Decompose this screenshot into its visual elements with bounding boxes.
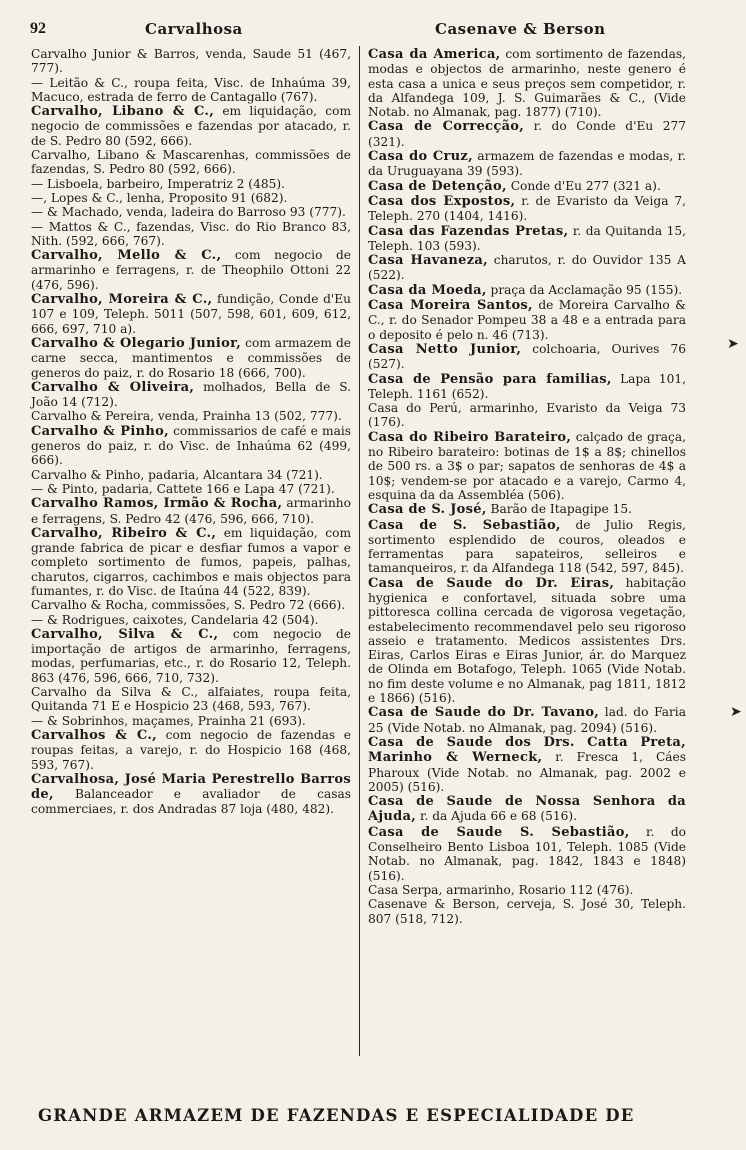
entry-name: Casa de Saude S. Sebastião,	[368, 824, 630, 840]
directory-entry	[368, 342, 686, 372]
entry-text: calçado de graça, no Ribeiro barateiro: botinas de 1$ a 8$; chinellos de 500 rs. a 3$ o par; sapatos de senhoras de 4$ a 10$; vendem-se por atacado e a varejo, Carmo 4, esquina da da Assembléa (506).	[368, 429, 686, 502]
entry-text: Barão de Itapagipe 15.	[486, 502, 632, 517]
directory-entry	[31, 76, 351, 105]
entry-text: — Lisboela, barbeiro, Imperatriz 2 (485).	[31, 176, 285, 191]
directory-entry	[368, 883, 686, 897]
entry-text: r. da Ajuda 66 e 68 (516).	[416, 809, 578, 824]
directory-entry	[31, 205, 351, 219]
entry-text: Casa Serpa, armarinho, Rosario 112 (476).	[368, 882, 634, 897]
entry-text: Conde d'Eu 277 (321 a).	[506, 178, 661, 193]
entry-text: armazem de fazendas e modas, r. da Uruguayana 39 (593).	[368, 149, 687, 179]
directory-entry	[31, 613, 351, 627]
directory-entry	[368, 502, 686, 517]
entry-text: de Moreira Carvalho & C., r. do Senador Pompeu 38 a 48 e a entrada para o deposito é pelo n. 46 (713).	[368, 298, 686, 342]
directory-entry	[31, 292, 351, 336]
entry-name: Carvalhosa, José Maria Perestrello Barros de,	[31, 771, 351, 803]
entry-text: Carvalho & Rocha, commissões, S. Pedro 72 (666).	[31, 598, 346, 613]
entry-text: de Julio Regis, sortimento esplendido de couros, oleados e ferramentas para sapateiros, selleiros e tamanqueiros, r. da Alfandega 118 (542, 597, 845).	[368, 517, 686, 576]
directory-entry	[31, 177, 351, 191]
left-column	[31, 47, 351, 817]
entry-name: Carvalho, Mello & C.,	[31, 248, 222, 264]
directory-entry	[368, 253, 686, 283]
entry-text: r. da Quitanda 15, Teleph. 103 (593).	[368, 223, 686, 253]
directory-entry	[368, 119, 686, 149]
entry-text: com negocio de fazendas e roupas feitas, a varejo, r. do Hospicio 168 (468, 593, 767).	[31, 727, 351, 772]
entry-text: fundição, Conde d'Eu 107 e 109, Teleph. 5011 (507, 598, 601, 609, 612, 666, 697, 710 a).	[31, 292, 351, 336]
directory-entry	[368, 576, 686, 706]
entry-text: com armazem de carne secca, mantimentos e commissões de generos do paiz, r. do Rosario 18 (666, 700).	[31, 335, 352, 380]
entry-name: Casa de Detenção,	[368, 178, 507, 194]
directory-entry	[368, 372, 686, 402]
entry-text: Carvalho & Pereira, venda, Prainha 13 (502, 777).	[31, 409, 342, 424]
entry-name: Casa da America,	[368, 47, 501, 62]
entry-text: colchoaria, Ourives 76 (527).	[368, 341, 686, 372]
directory-entry	[368, 518, 686, 576]
entry-name: Carvalhos & C.,	[31, 727, 157, 743]
directory-entry	[368, 283, 686, 298]
directory-entry	[31, 685, 351, 714]
page-number: 92	[30, 20, 46, 37]
entry-name: Casa dos Expostos,	[368, 193, 516, 209]
directory-entry	[31, 772, 351, 817]
entry-text: —, Lopes & C., lenha, Proposito 91 (682).	[31, 190, 288, 205]
entry-name: Casa de Saude do Dr. Tavano,	[368, 705, 600, 721]
entry-text: r. do Conselheiro Bento Lisboa 101, Teleph. 1085 (Vide Notab. no Almanak, pag. 1842, 1843 e 1848) (516).	[368, 824, 686, 883]
directory-entry	[368, 897, 686, 926]
entry-name: Casa de Pensão para familias,	[368, 371, 612, 387]
directory-entry	[368, 298, 686, 342]
directory-entry	[31, 191, 351, 205]
entry-name: Casa Havaneza,	[368, 253, 488, 269]
directory-entry	[368, 825, 686, 883]
entry-text: com negocio de importação de artigos de armarinho, ferragens, modas, perfumarias, etc., r. do Rosario 12, Teleph. 863 (476, 596, 666, 710, 732).	[31, 626, 351, 685]
entry-name: Carvalho, Ribeiro & C.,	[31, 525, 217, 541]
entry-name: Casa do Ribeiro Barateiro,	[368, 429, 572, 445]
entry-text: r. do Conde d'Eu 277 (321).	[368, 119, 687, 149]
entry-name: Casa de Saude de Nossa Senhora da Ajuda,	[368, 794, 686, 825]
left-running-title: Carvalhosa	[145, 20, 243, 38]
directory-entry	[31, 482, 351, 496]
entry-text: Carvalho da Silva & C., alfaiates, roupa feita, Quitanda 71 E e Hospicio 23 (468, 593, 767).	[31, 685, 351, 714]
entry-text: em liquidação, com negocio de commissões e fazendas por atacado, r. de S. Pedro 80 (592, 666).	[31, 104, 351, 148]
margin-mark: ➤	[727, 336, 739, 352]
entry-name: Carvalho, Moreira & C.,	[31, 292, 213, 308]
directory-entry	[368, 47, 686, 119]
entry-text: Lapa 101, Teleph. 1161 (652).	[368, 371, 686, 401]
entry-name: Casa da Moeda,	[368, 282, 487, 298]
entry-text: Carvalho & Pinho, padaria, Alcantara 34 (721).	[31, 467, 323, 482]
directory-entry	[31, 104, 351, 148]
directory-entry	[31, 496, 351, 526]
directory-entry	[368, 149, 686, 179]
running-header	[30, 20, 728, 42]
entry-text: Casenave & Berson, cerveja, S. José 30, Teleph. 807 (518, 712).	[368, 897, 686, 926]
entry-text: — Leitão & C., roupa feita, Visc. de Inhaúma 39, Macuco, estrada de ferro de Cantagallo (767).	[31, 75, 351, 104]
directory-entry	[368, 194, 686, 224]
directory-entry	[368, 794, 686, 825]
entry-name: Casa de Saude do Dr. Eiras,	[368, 575, 615, 591]
entry-text: r. de Evaristo da Veiga 7, Teleph. 270 (1404, 1416).	[368, 193, 686, 224]
directory-entry	[31, 526, 351, 598]
entry-name: Casa Moreira Santos,	[368, 298, 533, 314]
entry-text: Carvalho Junior & Barros, venda, Saude 51 (467, 777).	[31, 47, 351, 76]
entry-text: com sortimento de fazendas, modas e objectos de armarinho, neste genero é esta casa a unica e seus preços sem competidor, r. da Alfandega 109, J. S. Guimarães & C., (Vide Notab. no Almanak, pag. 1877) (710).	[368, 47, 686, 120]
directory-entry	[31, 148, 351, 177]
entry-text: — & Sobrinhos, maçames, Prainha 21 (693).	[31, 713, 306, 728]
entry-text: — & Machado, venda, ladeira do Barroso 93 (777).	[31, 205, 346, 220]
entry-text: lad. do Faria 25 (Vide Notab. no Almanak, pag. 2094) (516).	[368, 705, 686, 735]
directory-entry	[31, 248, 351, 292]
entry-text: — Mattos & C., fazendas, Visc. do Rio Branco 83, Nith. (592, 666, 767).	[31, 219, 351, 248]
directory-entry	[31, 468, 351, 482]
directory-entry	[31, 336, 351, 380]
entry-name: Carvalho, Silva & C.,	[31, 626, 219, 642]
entry-text: — & Pinto, padaria, Cattete 166 e Lapa 47 (721).	[31, 481, 335, 496]
entry-name: Casa de S. José,	[368, 502, 487, 518]
entry-text: — & Rodrigues, caixotes, Candelaria 42 (504).	[31, 612, 319, 627]
entry-text: em liquidação, com grande fabrica de picar e desfiar fumos a vapor e completo sortimento de fumos, papeis, palhas, charutos, cigarros, cachimbos e mais objectos para fumantes, r. do Visc. de Itaúna 44 (522, 839).	[31, 525, 351, 598]
entry-text: Casa do Perú, armarinho, Evaristo da Veiga 73 (176).	[368, 401, 686, 430]
margin-mark: ➤	[730, 704, 742, 720]
entry-text: r. Fresca 1, Cáes Pharoux (Vide Notab. no Almanak, pag. 2002 e 2005) (516).	[368, 750, 686, 794]
directory-entry	[31, 627, 351, 685]
directory-entry	[368, 224, 686, 254]
entry-text: com negocio de armarinho e ferragens, r. de Theophilo Ottoni 22 (476, 596).	[31, 248, 351, 292]
entry-text: commissarios de café e mais generos do paiz, r. do Visc. de Inhaúma 62 (499, 666).	[31, 423, 351, 468]
entry-name: Carvalho & Pinho,	[31, 423, 169, 439]
entry-name: Casa das Fazendas Pretas,	[368, 223, 569, 239]
entry-name: Casa do Cruz,	[368, 149, 473, 165]
directory-entry	[31, 409, 351, 423]
directory-entry	[368, 401, 686, 430]
footer-advert: GRANDE ARMAZEM DE FAZENDAS E ESPECIALIDADE DE	[38, 1106, 635, 1125]
directory-entry	[31, 728, 351, 772]
directory-entry	[368, 705, 686, 735]
right-running-title: Casenave & Berson	[435, 20, 606, 38]
column-divider	[359, 46, 360, 1056]
directory-entry	[368, 179, 686, 194]
directory-entry	[31, 598, 351, 612]
entry-text: armarinho e ferragens, S. Pedro 42 (476, 596, 666, 710).	[31, 496, 351, 526]
entry-text: charutos, r. do Ouvidor 135 A (522).	[368, 253, 686, 283]
entry-name: Casa de S. Sebastião,	[368, 517, 561, 533]
entry-name: Casa Netto Junior,	[368, 341, 522, 357]
directory-entry	[31, 220, 351, 249]
directory-entry	[368, 735, 686, 794]
entry-text: praça da Acclamação 95 (155).	[486, 282, 683, 297]
directory-entry	[31, 714, 351, 728]
directory-entry	[31, 380, 351, 410]
entry-name: Carvalho & Oliveira,	[31, 379, 195, 395]
right-column	[368, 47, 686, 926]
entry-name: Carvalho, Libano & C.,	[31, 104, 215, 120]
entry-name: Casa de Correcção,	[368, 119, 525, 135]
directory-entry	[368, 430, 686, 502]
entry-text: molhados, Bella de S. João 14 (712).	[31, 379, 351, 410]
entry-text: habitação hygienica e confortavel, situada sobre uma pittoresca collina cercada de vigorosa vegetação, estabelecimento recommendavel pelo seu rigoroso asseio e tratamento. Medicos assistentes Drs. Eiras, Carlos Eiras e Eiras Junior, ár. do Marquez de Olinda em Botafogo, Teleph. 1065 (Vide Notab. no fim deste volume e no Almanak, pag 1811, 1812 e 1866) (516).	[368, 575, 686, 706]
directory-entry	[31, 47, 351, 76]
entry-text: Carvalho, Libano & Mascarenhas, commissões de fazendas, S. Pedro 80 (592, 666).	[31, 148, 351, 177]
entry-text: Balanceador e avaliador de casas commerciaes, r. dos Andradas 87 loja (480, 482).	[31, 787, 351, 817]
entry-name: Carvalho Ramos, Irmão & Rocha,	[31, 496, 283, 512]
entry-name: Carvalho & Olegario Junior,	[31, 335, 242, 351]
entry-name: Casa de Saude dos Drs. Catta Preta, Marinho & Werneck,	[368, 734, 686, 766]
directory-entry	[31, 424, 351, 468]
